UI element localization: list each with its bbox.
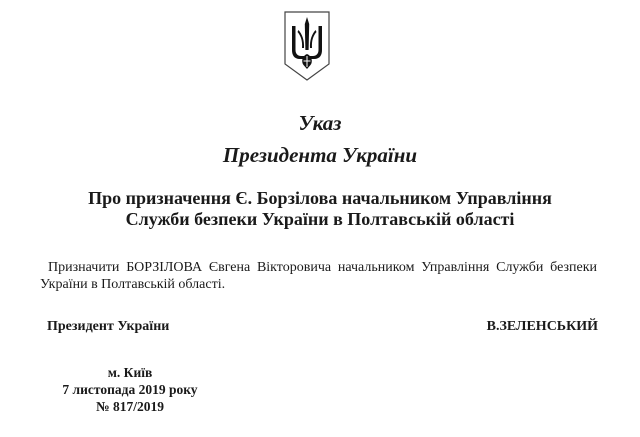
signatory-role: Президент України bbox=[47, 319, 170, 334]
date: 7 листопада 2019 року bbox=[62, 382, 198, 397]
decree-footer bbox=[40, 364, 220, 415]
place: м. Київ bbox=[107, 365, 153, 380]
signatory-name: В.ЗЕЛЕНСЬКИЙ bbox=[486, 319, 598, 334]
coat-of-arms-emblem bbox=[283, 10, 331, 82]
subject-line-1: Про призначення Є. Борзілова начальником Управління bbox=[88, 188, 552, 208]
decree-title: Указ bbox=[298, 111, 342, 135]
decree-issuer: Президента України bbox=[222, 143, 418, 167]
trident-icon bbox=[283, 10, 331, 82]
decree-body: Призначити БОРЗІЛОВА Євгена Вікторовича начальником Управління Служби безпеки України в Полтавській області. bbox=[40, 260, 597, 292]
decree-number: № 817/2019 bbox=[96, 399, 164, 414]
subject-line-2: Служби безпеки України в Полтавській області bbox=[125, 209, 515, 229]
decree-subject bbox=[40, 188, 600, 230]
